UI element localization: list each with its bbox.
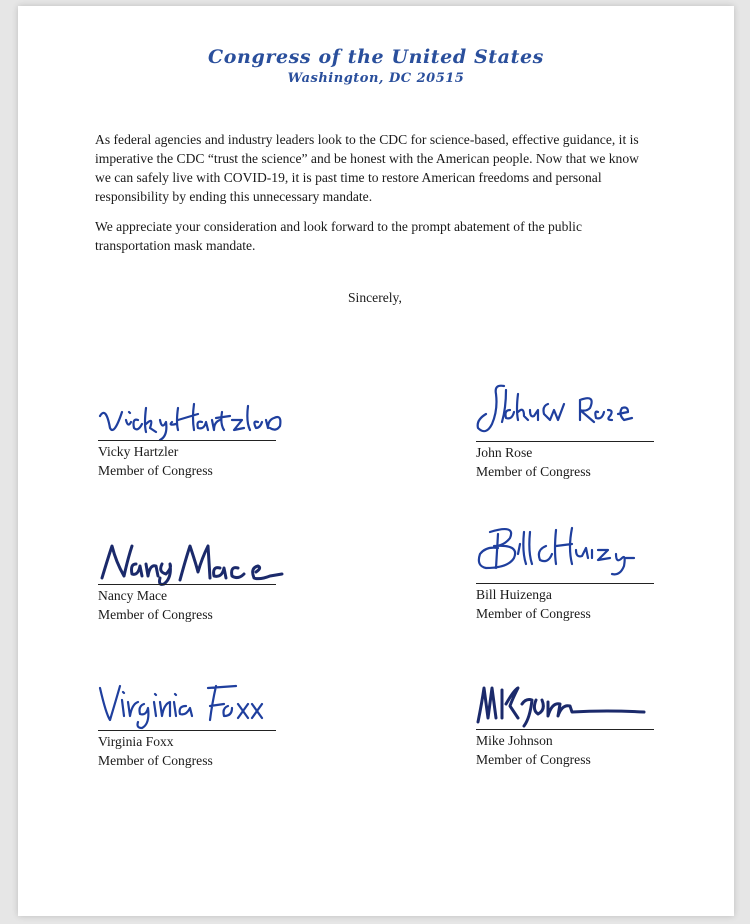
closing: Sincerely, xyxy=(348,290,402,305)
signature-line xyxy=(98,440,276,441)
letterhead xyxy=(18,46,734,86)
signer-name: Virginia Foxx xyxy=(98,734,174,749)
signature-mace xyxy=(98,538,288,586)
signer-role: Member of Congress xyxy=(476,606,591,621)
signature-line xyxy=(98,584,276,585)
signature-foxx xyxy=(98,680,288,728)
signature-hartzler xyxy=(98,398,288,442)
signature-line xyxy=(98,730,276,731)
letter-page xyxy=(18,6,734,916)
signer-role: Member of Congress xyxy=(98,607,213,622)
letterhead-address: Washington, DC 20515 xyxy=(287,71,465,86)
body-paragraph: As federal agencies and industry leaders look to the CDC for science-based, effective guidance, it is imperative the CDC “trust the science” and be honest with the American people. Now that we know we can safely live with COVID-19, it is past time to restore American freedoms and personal responsibility by ending this unnecessary mandate. xyxy=(95,132,639,204)
signer-role: Member of Congress xyxy=(98,753,213,768)
signature-huizenga xyxy=(476,524,666,584)
signer-role: Member of Congress xyxy=(476,464,591,479)
signer-name: Vicky Hartzler xyxy=(98,444,179,459)
signer-name: Mike Johnson xyxy=(476,733,553,748)
signer-name: Bill Huizenga xyxy=(476,587,552,602)
signature-johnson xyxy=(476,680,666,728)
signer-name: John Rose xyxy=(476,445,533,460)
signer-role: Member of Congress xyxy=(476,752,591,767)
body-paragraph: We appreciate your consideration and look forward to the prompt abatement of the public transportation mask mandate. xyxy=(95,219,582,253)
letterhead-title: Congress of the United States xyxy=(208,46,544,68)
signer-name: Nancy Mace xyxy=(98,588,168,603)
signature-line xyxy=(476,729,654,730)
signature-rose xyxy=(476,380,666,440)
signature-line xyxy=(476,441,654,442)
signer-role: Member of Congress xyxy=(98,463,213,478)
signature-line xyxy=(476,583,654,584)
